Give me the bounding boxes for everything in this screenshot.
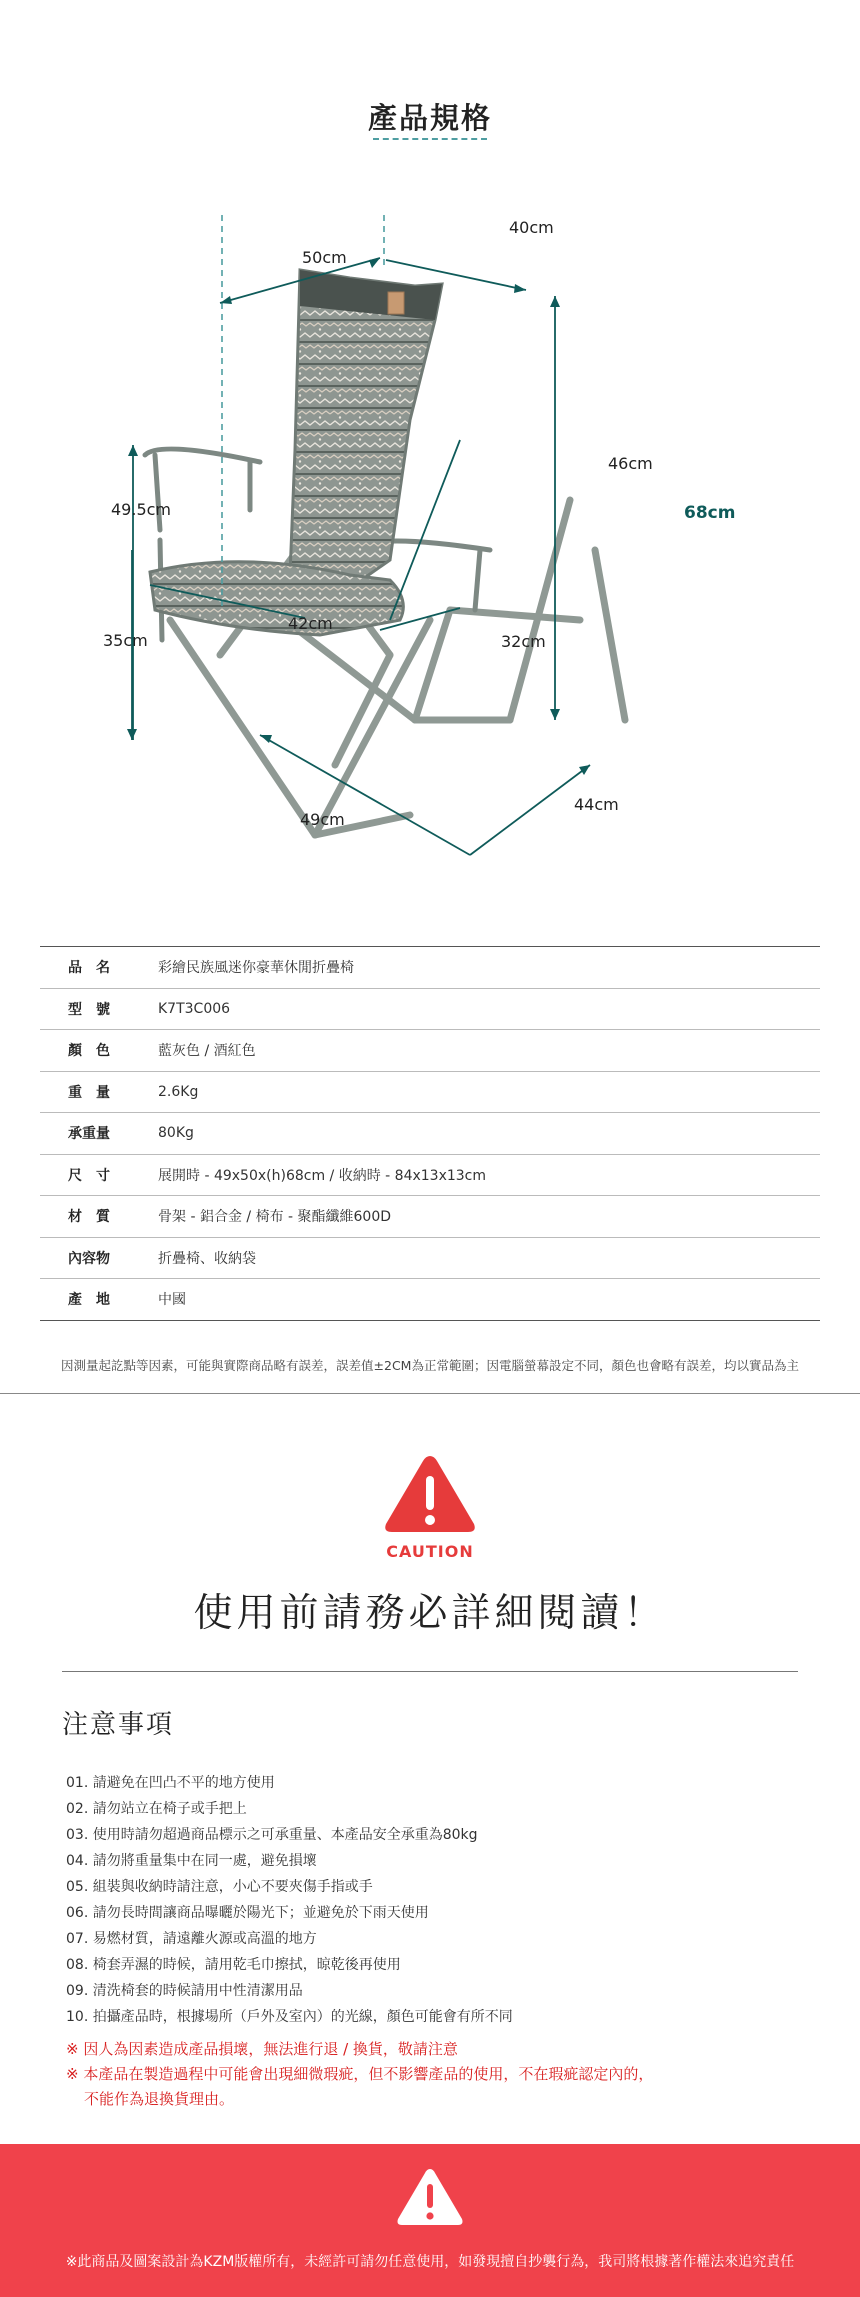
spec-row	[40, 1279, 820, 1321]
dim-back-height: 46cm	[608, 454, 653, 473]
spec-value: 中國	[158, 1292, 186, 1309]
notes-heading: 注意事項	[62, 1710, 175, 1740]
list-item: 09. 清洗椅套的時候請用中性清潔用品	[66, 1983, 303, 1999]
read-before-use-title: 使用前請務必詳細閱讀！	[193, 1591, 667, 1636]
spec-label: 材 質	[68, 1209, 110, 1226]
list-item: 02. 請勿站立在椅子或手把上	[66, 1801, 247, 1817]
spec-label: 顏 色	[68, 1043, 110, 1060]
spec-label: 品 名	[68, 960, 110, 977]
dim-total-height: 68cm	[684, 503, 736, 523]
spec-label: 承重量	[68, 1126, 110, 1143]
spec-value: 彩繪民族風迷你豪華休閒折疊椅	[158, 960, 354, 977]
list-item: 06. 請勿長時間讓商品曝曬於陽光下；並避免於下雨天使用	[66, 1905, 429, 1921]
copyright-text: ※此商品及圖案設計為KZM版權所有，未經許可請勿任意使用，如發現擅自抄襲行為，我司將根據著作權法來追究責任	[65, 2254, 795, 2270]
spec-row	[40, 1030, 820, 1072]
spec-row	[40, 1238, 820, 1280]
spec-label: 尺 寸	[68, 1167, 110, 1184]
spec-row	[40, 1196, 820, 1238]
list-item: 07. 易燃材質，請遠離火源或高溫的地方	[66, 1931, 317, 1947]
measurement-disclaimer: 因測量起訖點等因素，可能與實際商品略有誤差，誤差值±2CM為正常範圍；因電腦螢幕設定不同，顏色也會略有誤差，均以實品為主	[61, 1358, 799, 1373]
spec-value: 藍灰色 / 酒紅色	[158, 1043, 256, 1060]
spec-row	[40, 947, 820, 989]
list-item: 01. 請避免在凹凸不平的地方使用	[66, 1775, 275, 1791]
dim-arm-height: 49.5cm	[111, 500, 172, 519]
list-item: 05. 組裝與收納時請注意，小心不要夾傷手指或手	[66, 1879, 373, 1895]
divider	[62, 1671, 798, 1672]
spec-row	[40, 1155, 820, 1197]
spec-label: 內容物	[68, 1250, 110, 1267]
warning-icon	[395, 2166, 465, 2228]
spec-label: 產 地	[68, 1292, 110, 1309]
spec-label: 重 量	[68, 1084, 110, 1101]
list-item: 08. 椅套弄濕的時候，請用乾毛巾擦拭，晾乾後再使用	[66, 1957, 401, 1973]
list-item: 03. 使用時請勿超過商品標示之可承重量、本產品安全承重為80kg	[66, 1827, 478, 1843]
spec-row	[40, 1113, 820, 1155]
notes-list	[66, 1770, 806, 2030]
spec-value: 骨架 - 鋁合金 / 椅布 - 聚酯纖維600D	[158, 1209, 392, 1226]
dim-seat-width: 32cm	[501, 632, 546, 651]
spec-value: K7T3C006	[158, 1000, 231, 1017]
warning-text: ※ 本產品在製造過程中可能會出現細微瑕疵，但不影響產品的使用，不在瑕疵認定內的，	[66, 2065, 654, 2083]
dim-top-width: 40cm	[509, 218, 554, 237]
dim-seat-height: 35cm	[103, 631, 148, 650]
warning-text: 不能作為退換貨理由。	[84, 2090, 235, 2108]
dim-seat-depth: 42cm	[288, 614, 333, 633]
chair-illustration	[90, 200, 770, 860]
copyright-footer	[0, 2144, 860, 2297]
spec-value: 展開時 - 49x50x(h)68cm / 收納時 - 84x13x13cm	[158, 1167, 487, 1184]
list-item: 10. 拍攝產品時，根據場所（戶外及室內）的光線，顏色可能會有所不同	[66, 2009, 513, 2025]
caution-label: CAUTION	[386, 1542, 474, 1561]
chair-dimension-diagram	[90, 200, 770, 860]
title-underline	[373, 138, 487, 141]
spec-row	[40, 989, 820, 1031]
spec-value: 80Kg	[158, 1125, 194, 1142]
spec-value: 折疊椅、收納袋	[158, 1250, 256, 1267]
spec-label: 型 號	[68, 1001, 110, 1018]
spec-row	[40, 1072, 820, 1114]
page-title: 產品規格	[367, 101, 492, 135]
warning-text: ※ 因人為因素造成產品損壞，無法進行退 / 換貨，敬請注意	[66, 2040, 458, 2058]
dim-base-width: 44cm	[574, 795, 619, 814]
spec-value: 2.6Kg	[158, 1083, 199, 1100]
dim-arm-depth: 50cm	[302, 248, 347, 267]
dim-base-depth: 49cm	[300, 810, 345, 829]
spec-table	[40, 946, 820, 1321]
list-item: 04. 請勿將重量集中在同一處，避免損壞	[66, 1853, 317, 1869]
divider	[0, 1393, 860, 1394]
caution-icon	[382, 1452, 478, 1536]
